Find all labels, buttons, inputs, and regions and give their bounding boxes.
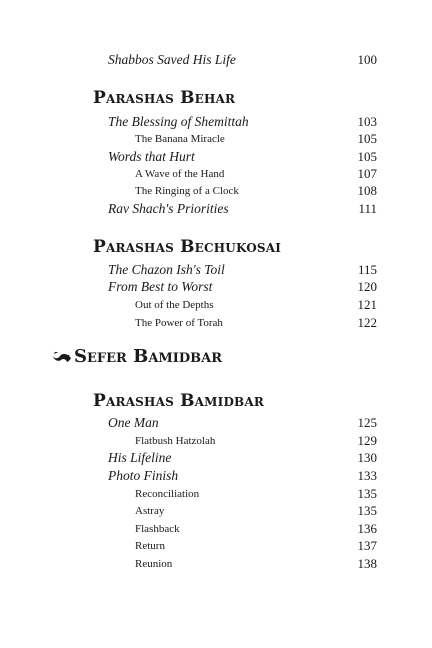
parasha-heading: Parashas Behar [93,88,236,108]
toc-subentry-page: 108 [357,183,377,198]
parasha-heading: Parashas Bechukosai [93,237,282,257]
toc-subentry-page: 129 [357,433,377,448]
toc-subentry [0,182,432,200]
toc-subentry [0,165,432,183]
toc-entry [0,449,432,467]
toc-subentry [0,485,432,503]
toc-subentry [0,432,432,450]
toc-entry-page: 133 [357,468,377,483]
toc-subentry [0,314,432,332]
toc-subentry-title: A Wave of the Hand [135,168,225,180]
toc-entry-title: His Lifeline [108,450,172,465]
toc-subentry [0,520,432,538]
toc-entry-title: One Man [108,415,159,430]
toc-entry-page: 100 [357,52,377,67]
toc-entry [0,148,432,166]
toc-subentry-page: 136 [357,521,377,536]
toc-subentry-page: 107 [357,166,377,181]
toc-entry [0,414,432,432]
toc-subentry-page: 122 [357,315,377,330]
toc-entry-title: The Blessing of Shemittah [108,114,249,129]
toc-entry-title: Photo Finish [108,468,179,483]
toc-subentry-title: Astray [135,505,165,517]
parasha-heading: Parashas Bamidbar [93,391,265,411]
toc-entry-page: 111 [358,201,377,216]
toc-subentry [0,130,432,148]
toc-subentry [0,502,432,520]
toc-entry-title: Rav Shach's Priorities [108,201,229,216]
toc-subentry-title: The Ringing of a Clock [135,185,239,197]
toc-subentry-title: The Power of Torah [135,317,223,329]
toc-entry-title: From Best to Worst [108,279,213,294]
toc-subentry-page: 121 [357,297,377,312]
toc-entry-title: The Chazon Ish's Toil [108,262,225,277]
toc-subentry-page: 135 [357,486,377,501]
toc-entry [0,113,432,131]
sefer-heading: Sefer Bamidbar [74,346,223,367]
toc-entry-title: Shabbos Saved His Life [108,52,236,67]
toc-entry [0,261,432,279]
toc-subentry-page: 137 [357,538,377,553]
fleuron-icon [52,350,72,366]
toc-subentry [0,537,432,555]
toc-entry [0,278,432,296]
toc-subentry-title: Return [135,540,165,552]
toc-subentry-title: Reunion [135,558,173,570]
toc-subentry [0,296,432,314]
toc-subentry-title: The Banana Miracle [135,133,225,145]
toc-subentry-title: Reconciliation [135,488,200,500]
toc-entry [0,200,432,218]
toc-subentry-title: Flashback [135,523,180,535]
toc-subentry-page: 135 [357,503,377,518]
toc-entry [0,51,432,69]
toc-entry-page: 125 [357,415,377,430]
toc-entry [0,467,432,485]
toc-subentry-page: 105 [357,131,377,146]
toc-subentry-title: Flatbush Hatzolah [135,435,216,447]
toc-entry-title: Words that Hurt [108,149,195,164]
toc-entry-page: 130 [357,450,377,465]
toc-subentry-title: Out of the Depths [135,299,214,311]
toc-entry-page: 120 [357,279,377,294]
toc-entry-page: 105 [357,149,377,164]
toc-entry-page: 115 [357,262,377,277]
toc-entry-page: 103 [357,114,377,129]
toc-subentry-page: 138 [357,556,377,571]
toc-subentry [0,555,432,573]
